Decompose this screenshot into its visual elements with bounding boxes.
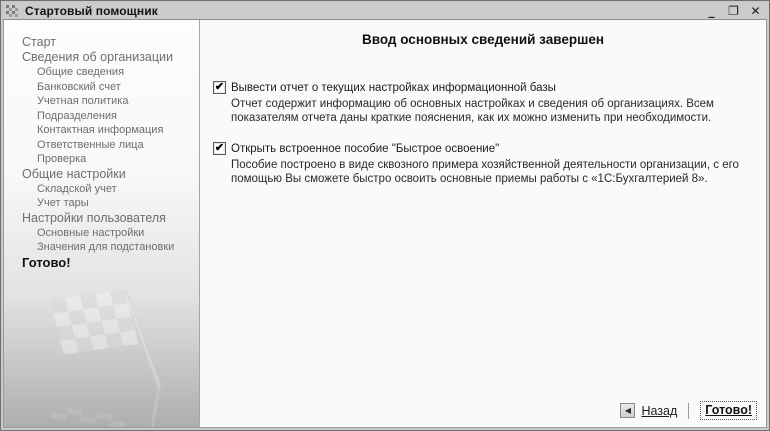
open-guide-checkbox[interactable]: ✔ bbox=[214, 142, 225, 154]
show-report-label[interactable]: Вывести отчет о текущих настройках информационной базы bbox=[231, 81, 556, 94]
checkered-flag-app-icon bbox=[6, 5, 19, 17]
wizard-main-panel bbox=[200, 20, 766, 427]
minimize-icon[interactable]: _ bbox=[708, 3, 715, 18]
client-area bbox=[3, 20, 767, 428]
sidebar-item-done[interactable]: Готово! bbox=[22, 254, 71, 270]
sidebar-item-bank-account[interactable]: Банковский счет bbox=[37, 80, 121, 93]
show-report-description: Отчет содержит информацию об основных настройках и сведения об организациях. Всем показателям отчета даны краткие пояснения, как их можно изменить при необходимости. bbox=[231, 98, 714, 124]
option-open-guide bbox=[213, 142, 756, 186]
open-guide-description: Пособие построено в виде сквозного примера хозяйственной деятельности организации, с его помощью Вы сможете быстро освоить основные приемы работы с «1С:Бухгалтерией 8». bbox=[231, 159, 739, 185]
sidebar-item-general-settings[interactable]: Общие настройки bbox=[22, 166, 126, 181]
wizard-steps-list bbox=[4, 20, 199, 271]
page-title: Ввод основных сведений завершен bbox=[361, 32, 605, 47]
finish-button[interactable]: Готово! bbox=[700, 401, 757, 420]
close-icon[interactable]: ✕ bbox=[750, 3, 761, 18]
sidebar-item-contact-info[interactable]: Контактная информация bbox=[37, 124, 164, 136]
back-arrow-button[interactable] bbox=[620, 403, 635, 418]
sidebar-item-container-accounting[interactable]: Учет тары bbox=[37, 197, 89, 209]
option-show-report bbox=[213, 81, 756, 125]
title-bar bbox=[3, 3, 767, 20]
open-guide-label[interactable]: Открыть встроенное пособие "Быстрое освоение" bbox=[231, 142, 500, 155]
window-controls bbox=[705, 5, 762, 18]
sidebar-item-main-settings[interactable]: Основные настройки bbox=[37, 226, 145, 239]
sidebar-item-accounting-policy[interactable]: Учетная политика bbox=[37, 95, 129, 107]
back-button[interactable]: Назад bbox=[641, 403, 678, 418]
wizard-footer bbox=[620, 401, 757, 420]
sidebar-item-warehouse-accounting[interactable]: Складской учет bbox=[37, 182, 117, 195]
checkered-flag-watermark bbox=[22, 270, 182, 427]
window-title: Стартовый помощник bbox=[25, 4, 158, 18]
sidebar-item-start[interactable]: Старт bbox=[22, 35, 56, 49]
sidebar-item-org-info[interactable]: Сведения об организации bbox=[22, 50, 173, 64]
sidebar-item-departments[interactable]: Подразделения bbox=[37, 109, 117, 122]
wizard-steps-sidebar bbox=[4, 20, 200, 427]
footer-divider bbox=[688, 403, 689, 419]
sidebar-item-responsible-persons[interactable]: Ответственные лица bbox=[37, 138, 144, 151]
sidebar-item-check[interactable]: Проверка bbox=[37, 153, 87, 165]
sidebar-item-general-info[interactable]: Общие сведения bbox=[37, 66, 125, 78]
show-report-checkbox[interactable]: ✔ bbox=[214, 81, 225, 93]
sidebar-item-substitution-values[interactable]: Значения для подстановки bbox=[37, 241, 175, 253]
sidebar-item-user-settings[interactable]: Настройки пользователя bbox=[22, 210, 166, 225]
back-arrow-icon: ◀ bbox=[624, 405, 632, 415]
maximize-icon[interactable]: ❐ bbox=[728, 3, 739, 18]
